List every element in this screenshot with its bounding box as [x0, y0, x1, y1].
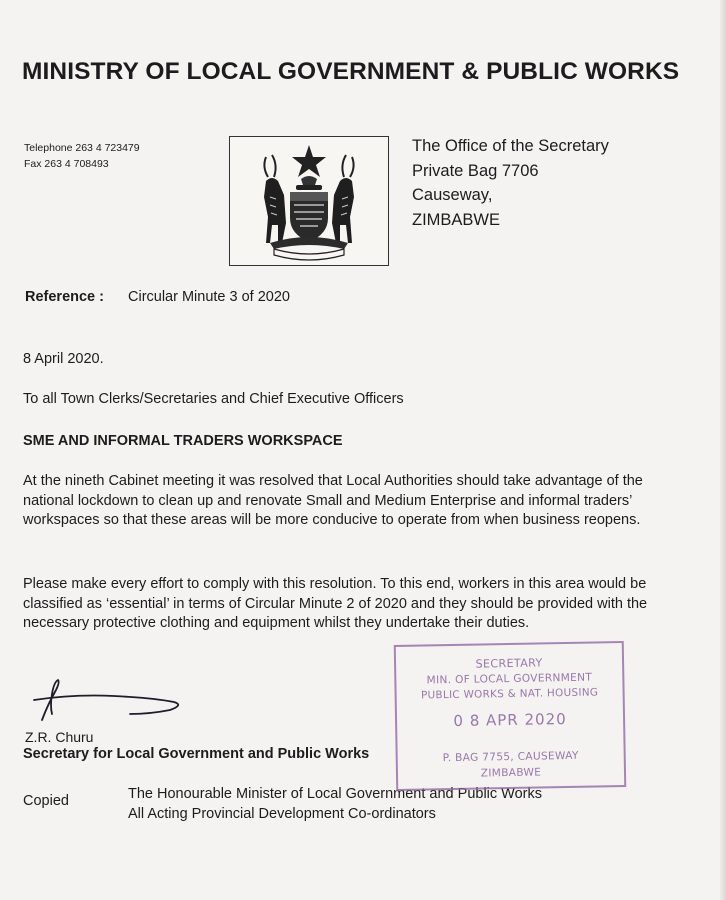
stamp-line: PUBLIC WORKS & NAT. HOUSING: [420, 686, 599, 702]
address-line: Causeway,: [412, 186, 493, 204]
signer-name: Z.R. Churu: [25, 729, 94, 745]
zimbabwe-coat-of-arms-icon: [230, 137, 388, 265]
stamp-line: MIN. OF LOCAL GOVERNMENT: [426, 671, 593, 687]
ministry-heading: MINISTRY OF LOCAL GOVERNMENT & PUBLIC WORKS: [22, 58, 680, 85]
subject-heading: SME AND INFORMAL TRADERS WORKSPACE: [23, 433, 343, 449]
copied-label: Copied: [23, 793, 69, 809]
handwritten-signature: [28, 676, 198, 724]
copied-recipient: The Honourable Minister of Local Government and Public Works: [128, 786, 542, 802]
body-paragraph: At the nineth Cabinet meeting it was resolved that Local Authorities should take advantage of the national lockdown to clean up and renovate Small and Medium Enterprise and informal traders’ workspaces so that these areas will be more conducive to operate from when business reopens.: [23, 473, 643, 528]
reference-value: Circular Minute 3 of 2020: [128, 289, 290, 305]
reference-label: Reference :: [25, 289, 104, 305]
addressee-line: To all Town Clerks/Secretaries and Chief Executive Officers: [23, 391, 404, 407]
letter-date: 8 April 2020.: [23, 351, 104, 367]
telephone-number: Telephone 263 4 723479: [24, 142, 140, 154]
emblem-frame: [229, 136, 389, 266]
stamp-line: ZIMBABWE: [480, 766, 542, 780]
copied-recipients: [128, 784, 542, 824]
fax-number: Fax 263 4 708493: [24, 158, 109, 170]
stamp-date: 0 8 APR 2020: [453, 710, 567, 730]
page-edge-shadow: [720, 0, 726, 900]
contact-details: [24, 140, 140, 172]
official-date-stamp: [394, 641, 627, 791]
stamp-line: P. BAG 7755, CAUSEWAY: [442, 749, 579, 765]
address-line: Private Bag 7706: [412, 161, 539, 180]
office-address: [412, 134, 609, 232]
body-paragraph: Please make every effort to comply with this resolution. To this end, workers in this area would be classified as ‘essential’ in terms of Circular Minute 2 of 2020 and they should be provided with the necessary protective clothing and equipment whilst they undertake their duties.: [23, 576, 648, 631]
address-line: The Office of the Secretary: [412, 137, 609, 155]
address-line: ZIMBABWE: [412, 210, 501, 229]
signer-title: Secretary for Local Government and Public Works: [23, 746, 370, 762]
copied-recipient: All Acting Provincial Development Co-ordinators: [128, 806, 436, 822]
stamp-line: SECRETARY: [475, 656, 543, 671]
